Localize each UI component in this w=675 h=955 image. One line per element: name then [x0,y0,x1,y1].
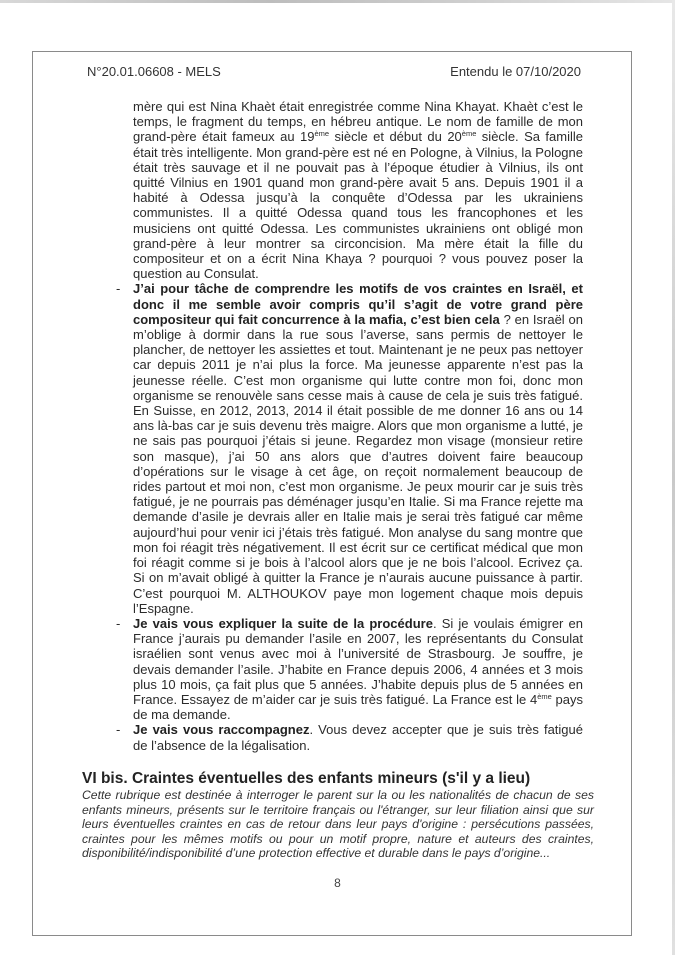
qa-item [116,722,583,753]
section-vi-bis [82,770,594,861]
section-description: Cette rubrique est destinée à interroger le parent sur la ou les nationalités de chacun de ses enfants mineurs, présents sur le territoire français ou l'étranger, sur leur filiation ainsi que sur leurs éventuelles craintes en cas de retour dans leur pays d'origine : persécutions passées, craintes pour les mêmes motifs ou pour un motif propre, nature et auteurs des craintes, disponibilité/indisponibilité d’une protection effective et durable dans le pays d’origine... [82,788,594,861]
qa-item [116,615,584,723]
superscript: ème [461,129,477,139]
bullet-dash: - [116,722,121,738]
scan-edge-top [0,0,675,3]
section-title: VI bis. Craintes éventuelles des enfants mineurs (s'il y a lieu) [82,770,531,787]
officer-question: J’ai pour tâche de comprendre les motifs de vos craintes en Israël, et donc il me semble avoir compris qu’il s’agit de votre grand père compositeur qui fait concurrence à la mafia, c’est bien cela [133,281,583,327]
applicant-answer: . Vous devez accepter que je suis très fatigué de l’absence de la légalisation. [133,722,583,753]
hearing-date: Entendu le 07/10/2020 [450,64,581,79]
officer-question: Je vais vous expliquer la suite de la procédure [133,615,433,631]
qa-item [116,281,583,616]
superscript: ème [537,691,552,701]
interview-transcript [116,99,584,753]
page-number: 8 [334,876,341,890]
case-number: N°20.01.06608 - MELS [87,64,221,79]
applicant-answer: . Si je voulais émigrer en France j’aurais pu demander l’asile en 2007, les représentants du Consulat israélien sont venus avec moi à l’université de Strasbourg. Je souffre, je devais demander l’asile. J’habite en France depuis 2006, 4 années et 3 mois plus 10 mois, ça fait plus que 5 années. J’habite depuis plus de 5 années en France. Essayez de m’aider car je suis très fatigué. La France est le 4 [133,615,584,707]
superscript: ème [314,129,330,139]
applicant-answer: ? en Israël on m’oblige à dormir dans la rue sous l’averse, sans permis de nettoyer le plancher, de nettoyer les assiettes et tout. Maintenant je ne peux pas nettoyer car depuis 2011 je n’ai plus la force. Ma jeunesse apparente n’est pas la jeunesse réelle. C’est mon organisme qui lutte contre mon foi, donc mon organisme se renouvèle sans cesse mais à cause de cela je suis très fatigué. En Suisse, en 2012, 2013, 2014 il était possible de me donner 16 ans ou 14 ans là-bas car je suis devenu très maigre. Alors que mon organisme a lutté, je ne sais pas pourquoi j’étais si jeune. Regardez mon visage (monsieur retire son masque), j’ai 50 ans alors que d’autres doivent faire beaucoup d’opérations sur le visage à cet âge, on reçoit normalement beaucoup de rides partout et moi non, c’est mon organisme. Je peux mourir car je suis très fatigué, je ne pourrais pas déménager jusqu’en Italie. Si ma France rejette ma demande d’asile je devrais aller en Italie mais je serai très fatigué car même aujourd’hui pour venir ici j’étais très fatigué. Mon analyse du sang montre que mon foi réagit très négativement. Il est écrit sur ce certificat médical que mon foi réagit comme si je bois à l’alcool alors que je ne bois l’alcool. Ecrivez ça. Si on m’avait obligé à quitter la France je n’aurais aucune puissance à partir. C’est pourquoi M. ALTHOUKOV paye mon logement chaque mois depuis l’Espagne. [133,311,583,616]
text-run: mère qui est Nina Khaèt était enregistrée comme Nina Khayat. Khaèt c’est le temps, le fragment du temps, en hébreu antique. Le nom de famille de mon grand-père était fameux au 19 [133,99,583,145]
text-run: siècle. Sa famille était très intelligente. Mon grand-père est né en Pologne, à Vilnius, la Pologne était très sauvage et il ne pouvait pas à l’époque étudier à Vilnius, ils ont quitté Vilnius en 1901 quand mon grand-père avait 5 ans. Depuis 1901 il a habité à Odessa jusqu’à la conquête d’Odessa par les ukrainiens communistes. Il a quitté Odessa quand tous les francophones et les musiciens ont quitté Odessa. Les communistes ukrainiens ont obligé mon grand-père à leur montrer sa circoncision. Ma mère était la fille du compositeur et on a écrit Nina Khaya ? pourquoi ? vous pouvez poser la question au Consulat. [133,129,583,282]
continuation-paragraph [133,99,583,281]
applicant-answer-tail: pays de ma demande. [133,691,583,723]
bullet-dash: - [116,615,121,631]
officer-question: Je vais vous raccompagnez [133,722,310,738]
bullet-dash: - [116,281,121,297]
text-run: siècle et début du 20 [329,129,462,145]
